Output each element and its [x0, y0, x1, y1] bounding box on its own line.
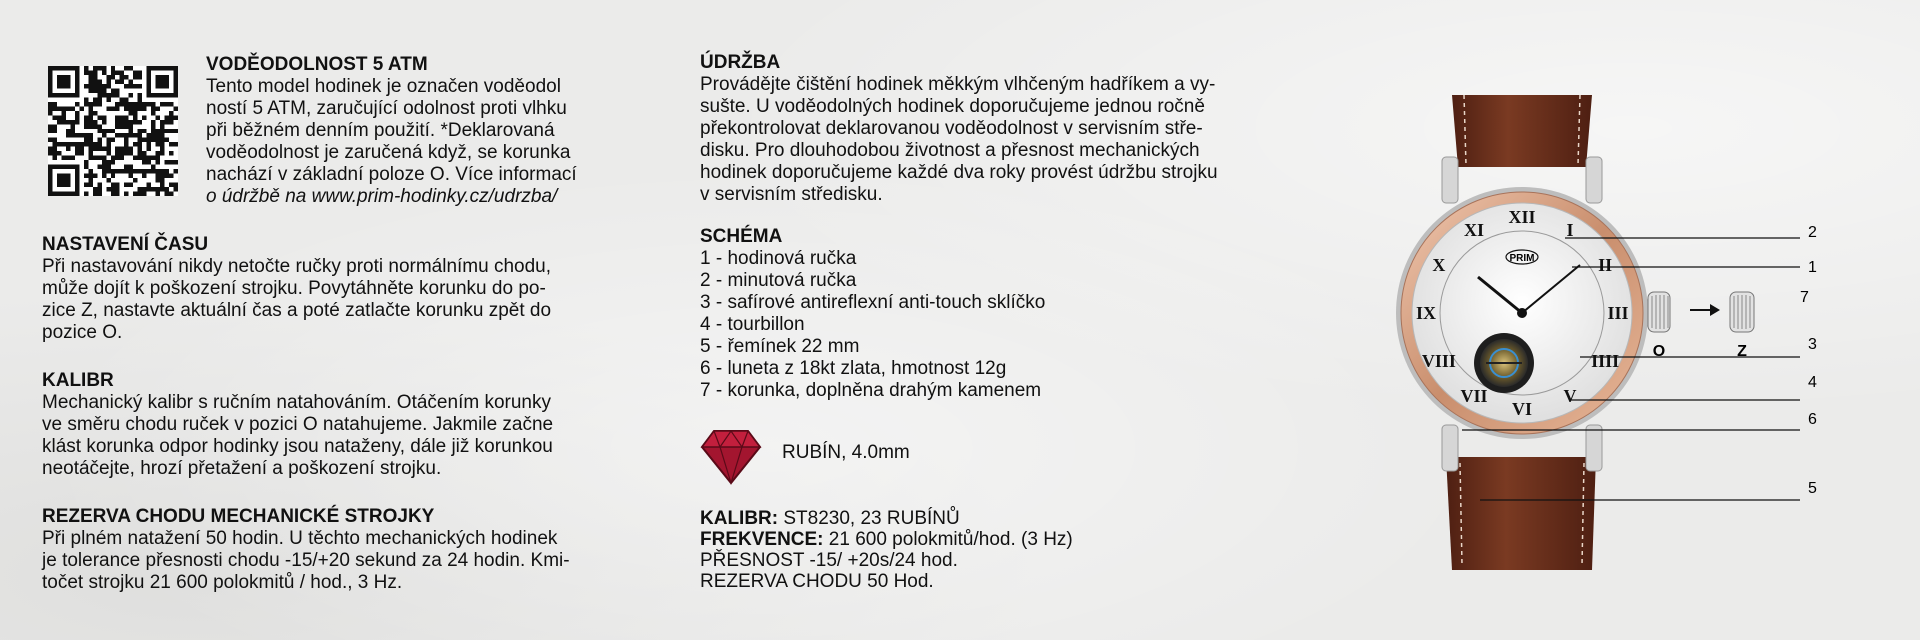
ruby-gem-icon [700, 425, 762, 487]
specs-caliber-label: KALIBR: [700, 508, 779, 529]
crown-position-z [1730, 292, 1754, 332]
dial-numeral: II [1598, 255, 1613, 275]
diagram-label-7: 7 [1800, 289, 1809, 306]
watch-diagram [1380, 95, 1860, 580]
arrow-icon [1690, 304, 1720, 316]
caliber-line: Mechanický kalibr s ručním natahováním. Otáčením korunky [42, 392, 551, 413]
dial-numeral: XI [1463, 219, 1485, 240]
water-resistance-heading: VODĚODOLNOST 5 ATM [206, 54, 428, 75]
diagram-label-2: 2 [1808, 224, 1817, 241]
specs-frequency-value: 21 600 polokmitů/hod. (3 Hz) [823, 529, 1073, 550]
ruby-size-label: RUBÍN, 4.0mm [782, 442, 910, 463]
specs-frequency-label: FREKVENCE: [700, 529, 824, 550]
power-reserve-line: je tolerance přesnosti chodu -15/+20 sekund za 24 hodin. Kmi- [42, 550, 570, 571]
schema-item: 1 - hodinová ručka [700, 248, 857, 269]
dial-numeral: I [1566, 219, 1574, 240]
caliber-heading: KALIBR [42, 370, 114, 391]
schema-item: 2 - minutová ručka [700, 270, 857, 291]
schema-item: 3 - safírové antireflexní anti-touch sklíčko [700, 292, 1046, 313]
crown-label-z: Z [1737, 343, 1747, 360]
schema-item: 6 - luneta z 18kt zlata, hmotnost 12g [700, 358, 1007, 379]
water-resistance-link[interactable]: o údržbě na www.prim-hodinky.cz/udrzba/ [206, 186, 558, 207]
specs-block [700, 508, 1073, 592]
water-resistance-line: Tento model hodinek je označen voděodol [206, 76, 561, 97]
time-setting-line: může dojít k poškození strojku. Povytáhněte korunku do po- [42, 278, 546, 299]
maintenance-line: překontrolovat deklarovanou voděodolnost v servisním stře- [700, 118, 1203, 139]
lug [1586, 425, 1602, 471]
power-reserve-heading: REZERVA CHODU MECHANICKÉ STROJKY [42, 506, 435, 527]
specs-accuracy: PŘESNOST -15/ +20s/24 hod. [700, 550, 958, 571]
time-setting-line: Při nastavování nikdy netočte ručky proti normálnímu chodu, [42, 256, 552, 277]
maintenance-line: disku. Pro dlouhodobou životnost a přesnost mechanických [700, 140, 1200, 161]
time-setting-heading: NASTAVENÍ ČASU [42, 234, 209, 255]
dial-numeral: V [1563, 386, 1577, 407]
water-resistance-section [206, 54, 591, 208]
crown-position-o [1648, 292, 1670, 332]
qr-code-graphic [48, 66, 178, 196]
lug [1586, 157, 1602, 203]
hand-pivot [1517, 308, 1527, 318]
time-setting-line: zice Z, nastavte aktuální čas a poté zatlačte korunku zpět do [42, 300, 552, 321]
maintenance-line: v servisním středisku. [700, 184, 883, 205]
caliber-section [42, 370, 602, 480]
lug [1442, 425, 1458, 471]
water-resistance-line: ností 5 ATM, zaručující odolnost proti vlhku [206, 98, 567, 119]
caliber-line: neotáčejte, hrozí přetažení a poškození strojku. [42, 458, 442, 479]
caliber-line: ve směru chodu ruček v pozici O natahujeme. Jakmile začne [42, 414, 554, 435]
dial-numeral: XII [1508, 207, 1536, 227]
water-resistance-line: voděodolnost je zaručená když, se korunka [206, 142, 571, 163]
schema-heading: SCHÉMA [700, 226, 783, 247]
dial-numeral: X [1432, 255, 1446, 275]
power-reserve-section [42, 506, 602, 594]
maintenance-line: sušte. U voděodolných hodinek doporučujeme jednou ročně [700, 96, 1205, 117]
power-reserve-line: točet strojku 21 600 polokmitů / hod., 3 Hz. [42, 572, 403, 593]
dial-numeral: VII [1460, 386, 1488, 407]
strap-top [1452, 95, 1592, 167]
dial-numeral: IX [1415, 303, 1437, 323]
dial-brand-logo: PRIM [1509, 253, 1535, 264]
water-resistance-line: při běžném denním použití. *Deklarovaná [206, 120, 555, 141]
water-resistance-line: nachází v základní poloze O. Více informací [206, 164, 577, 185]
specs-power-reserve: REZERVA CHODU 50 Hod. [700, 571, 934, 592]
caliber-line: klást korunka odpor hodinky jsou nataženy, dále již korunkou [42, 436, 553, 457]
dial-numeral: III [1607, 303, 1629, 323]
specs-caliber-value: ST8230, 23 RUBÍNŮ [778, 508, 960, 529]
maintenance-section [700, 52, 1256, 206]
maintenance-line: hodinek doporučujeme každé dva roky provést údržbu strojku [700, 162, 1218, 183]
maintenance-heading: ÚDRŽBA [700, 52, 781, 73]
schema-item: 4 - tourbillon [700, 314, 805, 335]
diagram-label-4: 4 [1808, 374, 1817, 391]
dial-numeral: VI [1511, 399, 1533, 419]
dial-numeral: IIII [1591, 351, 1620, 371]
maintenance-line: Provádějte čištění hodinek měkkým vlhčeným hadříkem a vy- [700, 74, 1216, 95]
lug [1442, 157, 1458, 203]
schema-item: 5 - řemínek 22 mm [700, 336, 860, 357]
diagram-label-3: 3 [1808, 336, 1817, 353]
diagram-label-1: 1 [1808, 259, 1817, 276]
schema-section [700, 226, 1260, 402]
qr-code[interactable] [48, 66, 178, 196]
dial-numeral: VIII [1421, 351, 1456, 371]
time-setting-line: pozice O. [42, 322, 123, 343]
strap-bottom [1446, 457, 1596, 570]
diagram-label-5: 5 [1808, 480, 1817, 497]
diagram-label-6: 6 [1808, 411, 1817, 428]
power-reserve-line: Při plném natažení 50 hodin. U těchto mechanických hodinek [42, 528, 558, 549]
crown-label-o: O [1652, 343, 1666, 360]
schema-item: 7 - korunka, doplněna drahým kamenem [700, 380, 1042, 401]
time-setting-section [42, 234, 602, 344]
